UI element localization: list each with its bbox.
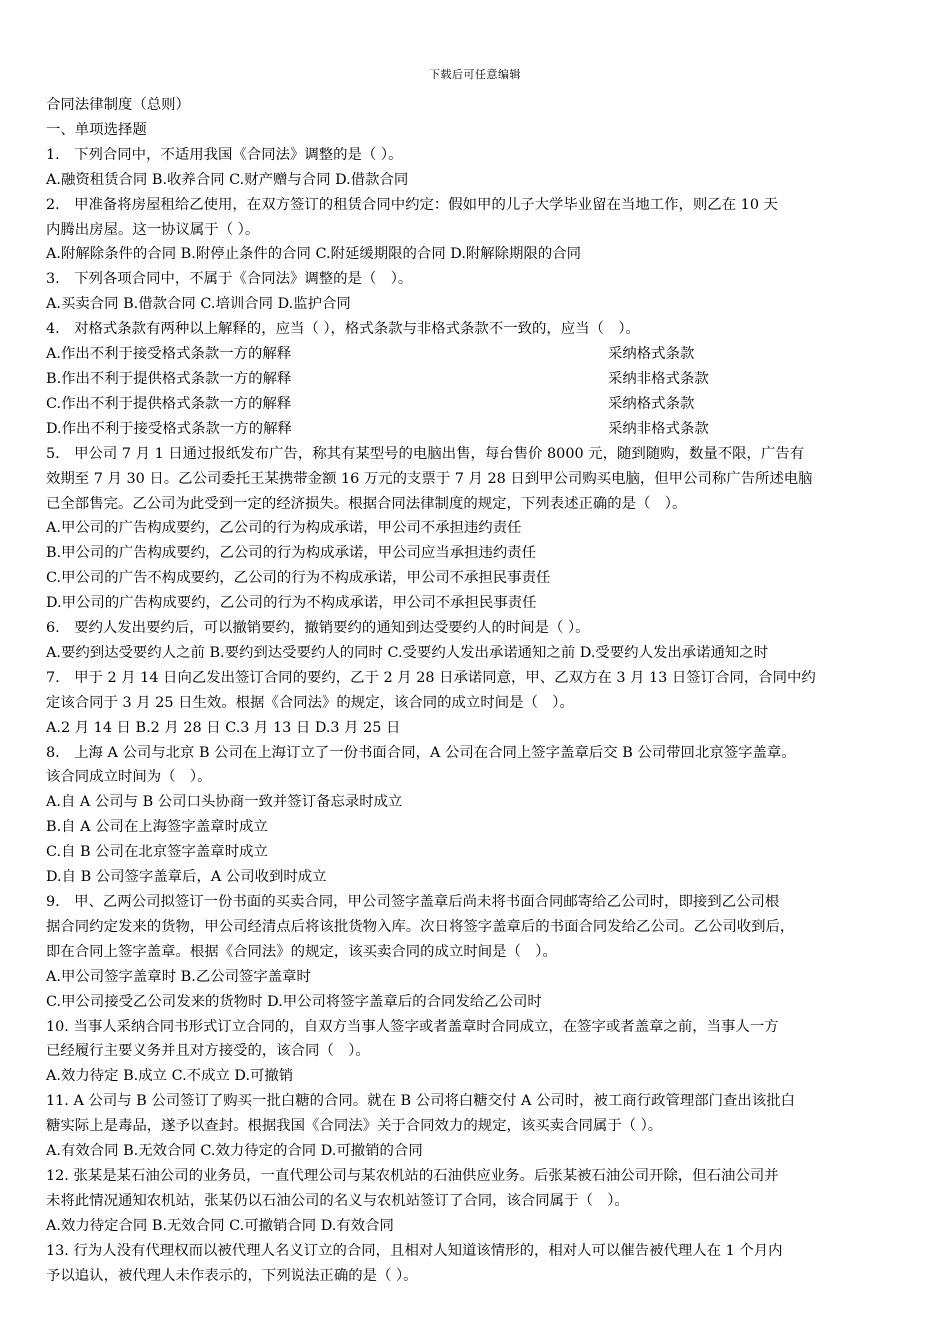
option-row	[46, 392, 908, 417]
text-line: 9. 甲、乙两公司拟签订一份书面的买卖合同，甲公司签字盖章后尚未将书面合同邮寄给乙公司时，即接到乙公司根	[46, 894, 780, 910]
text-line: C.甲公司的广告不构成要约，乙公司的行为不构成承诺，甲公司不承担民事责任	[46, 570, 551, 587]
text-line: 10. 当事人采纳合同书形式订立合同的，自双方当事人签字或者盖章时合同成立，在签字或者盖章之前，当事人一方	[46, 1018, 779, 1035]
option-right-text: 采纳非格式条款	[608, 420, 709, 437]
text-line: 已全部售完。乙公司为此受到一定的经济损失。根据合同法律制度的规定，下列表述正确的是（ ）。	[46, 495, 687, 512]
option-left-text: C.作出不利于提供格式条款一方的解释	[46, 395, 292, 412]
text-line: A.要约到达受要约人之前 B.要约到达受要约人的同时 C.受要约人发出承诺通知之前 D.受要约人发出承诺通知之时	[46, 644, 769, 661]
text-line: 7. 甲于 2 月 14 日向乙发出签订合同的要约，乙于 2 月 28 日承诺同意，甲、乙双方在 3 月 13 日签订合同，合同中约	[46, 669, 816, 686]
text-line: 5. 甲公司 7 月 1 日通过报纸发布广告，称其有某型号的电脑出售，每台售价 8000 元，随到随购，数量不限，广告有	[46, 445, 805, 462]
text-line: 该合同成立时间为（ ）。	[46, 769, 212, 786]
text-line: A.附解除条件的合同 B.附停止条件的合同 C.附延缓期限的合同 D.附解除期限的合同	[46, 246, 582, 263]
option-row	[46, 342, 908, 367]
text-line: A.融资租赁合同 B.收养合同 C.财产赠与合同 D.借款合同	[46, 171, 409, 188]
text-line: 糖实际上是毒品，遂予以查封。根据我国《合同法》关于合同效力的规定，该买卖合同属于（ ）。	[46, 1118, 663, 1135]
text-line: A.自 A 公司与 B 公司口头协商一致并签订备忘录时成立	[46, 794, 403, 811]
text-line: D.自 B 公司签字盖章后，A 公司收到时成立	[46, 869, 327, 886]
text-line: 13. 行为人没有代理权而以被代理人名义订立的合同，且相对人知道该情形的，相对人可以催告被代理人在 1 个月内	[46, 1242, 783, 1259]
text-line: A.甲公司签字盖章时 B.乙公司签字盖章时	[46, 968, 311, 985]
text-line: 12. 张某是某石油公司的业务员，一直代理公司与某农机站的石油供应业务。后张某被石油公司开除，但石油公司并	[46, 1167, 779, 1184]
text-line: 3. 下列各项合同中，不属于《合同法》调整的是（ ）。	[46, 271, 413, 288]
text-line: 未将此情况通知农机站，张某仍以石油公司的名义与农机站签订了合同，该合同属于（ ）。	[46, 1192, 629, 1209]
document-body	[46, 93, 908, 1289]
text-line: 8. 上海 A 公司与北京 B 公司在上海订立了一份书面合同，A 公司在合同上签字盖章后交 B 公司带回北京签字盖章。	[46, 744, 796, 761]
document-title: 合同法律制度（总则）	[46, 97, 190, 113]
text-line: C.自 B 公司在北京签字盖章时成立	[46, 844, 268, 861]
text-line: 1. 下列合同中，不适用我国《合同法》调整的是（ ）。	[46, 146, 403, 163]
text-line: 据合同约定发来的货物，甲公司经清点后将该批货物入库。次日将签字盖章后的书面合同发给乙公司。乙公司收到后，	[46, 918, 795, 935]
text-line: 内腾出房屋。这一协议属于（ ）。	[46, 221, 260, 238]
option-left-text: D.作出不利于接受格式条款一方的解释	[46, 420, 292, 437]
text-line: 2. 甲准备将房屋租给乙使用，在双方签订的租赁合同中约定：假如甲的儿子大学毕业留在当地工作，则乙在 10 天	[46, 196, 778, 213]
text-line: 11. A 公司与 B 公司签订了购买一批白糖的合同。就在 B 公司将白糖交付 A 公司时，被工商行政管理部门查出该批白	[46, 1093, 795, 1110]
text-line: 效期至 7 月 30 日。乙公司委托王某携带金额 16 万元的支票于 7 月 28 日到甲公司购买电脑，但甲公司称广告所述电脑	[46, 470, 813, 487]
option-row	[46, 367, 908, 392]
page-header: 下载后可任意编辑	[429, 68, 521, 81]
text-line: 6. 要约人发出要约后，可以撤销要约，撤销要约的通知到达受要约人的时间是（ ）。	[46, 620, 590, 637]
text-line: A.甲公司的广告构成要约，乙公司的行为构成承诺，甲公司不承担违约责任	[46, 520, 522, 537]
text-line: A.效力待定合同 B.无效合同 C.可撤销合同 D.有效合同	[46, 1217, 394, 1234]
text-line: A.买卖合同 B.借款合同 C.培训合同 D.监护合同	[46, 296, 351, 313]
text-line: 即在合同上签字盖章。根据《合同法》的规定，该买卖合同的成立时间是（ ）。	[46, 943, 557, 960]
text-line: 4. 对格式条款有两种以上解释的，应当（ ），格式条款与非格式条款不一致的，应当（ ）。	[46, 321, 640, 338]
text-line: D.甲公司的广告构成要约，乙公司的行为不构成承诺，甲公司不承担民事责任	[46, 595, 537, 612]
text-line: B.甲公司的广告构成要约，乙公司的行为构成承诺，甲公司应当承担违约责任	[46, 545, 537, 562]
text-line: 定该合同于 3 月 25 日生效。根据《合同法》的规定，该合同的成立时间是（ ）。	[46, 694, 574, 711]
option-left-text: B.作出不利于提供格式条款一方的解释	[46, 370, 292, 387]
text-line: 已经履行主要义务并且对方接受的，该合同（ ）。	[46, 1043, 370, 1060]
option-right-text: 采纳格式条款	[608, 395, 695, 412]
text-line: C.甲公司接受乙公司发来的货物时 D.甲公司将签字盖章后的合同发给乙公司时	[46, 993, 542, 1010]
text-line: A.效力待定 B.成立 C.不成立 D.可撤销	[46, 1068, 294, 1085]
option-row	[46, 417, 908, 442]
text-line: 予以追认，被代理人未作表示的，下列说法正确的是（ ）。	[46, 1267, 418, 1284]
text-line: A.有效合同 B.无效合同 C.效力待定的合同 D.可撤销的合同	[46, 1143, 423, 1160]
option-left-text: A.作出不利于接受格式条款一方的解释	[46, 346, 292, 363]
text-line: B.自 A 公司在上海签字盖章时成立	[46, 819, 268, 836]
option-right-text: 采纳格式条款	[608, 346, 695, 363]
text-line: A.2 月 14 日 B.2 月 28 日 C.3 月 13 日 D.3 月 25 日	[46, 719, 401, 736]
section-heading: 一、单项选择题	[46, 121, 147, 138]
option-right-text: 采纳非格式条款	[608, 370, 709, 387]
